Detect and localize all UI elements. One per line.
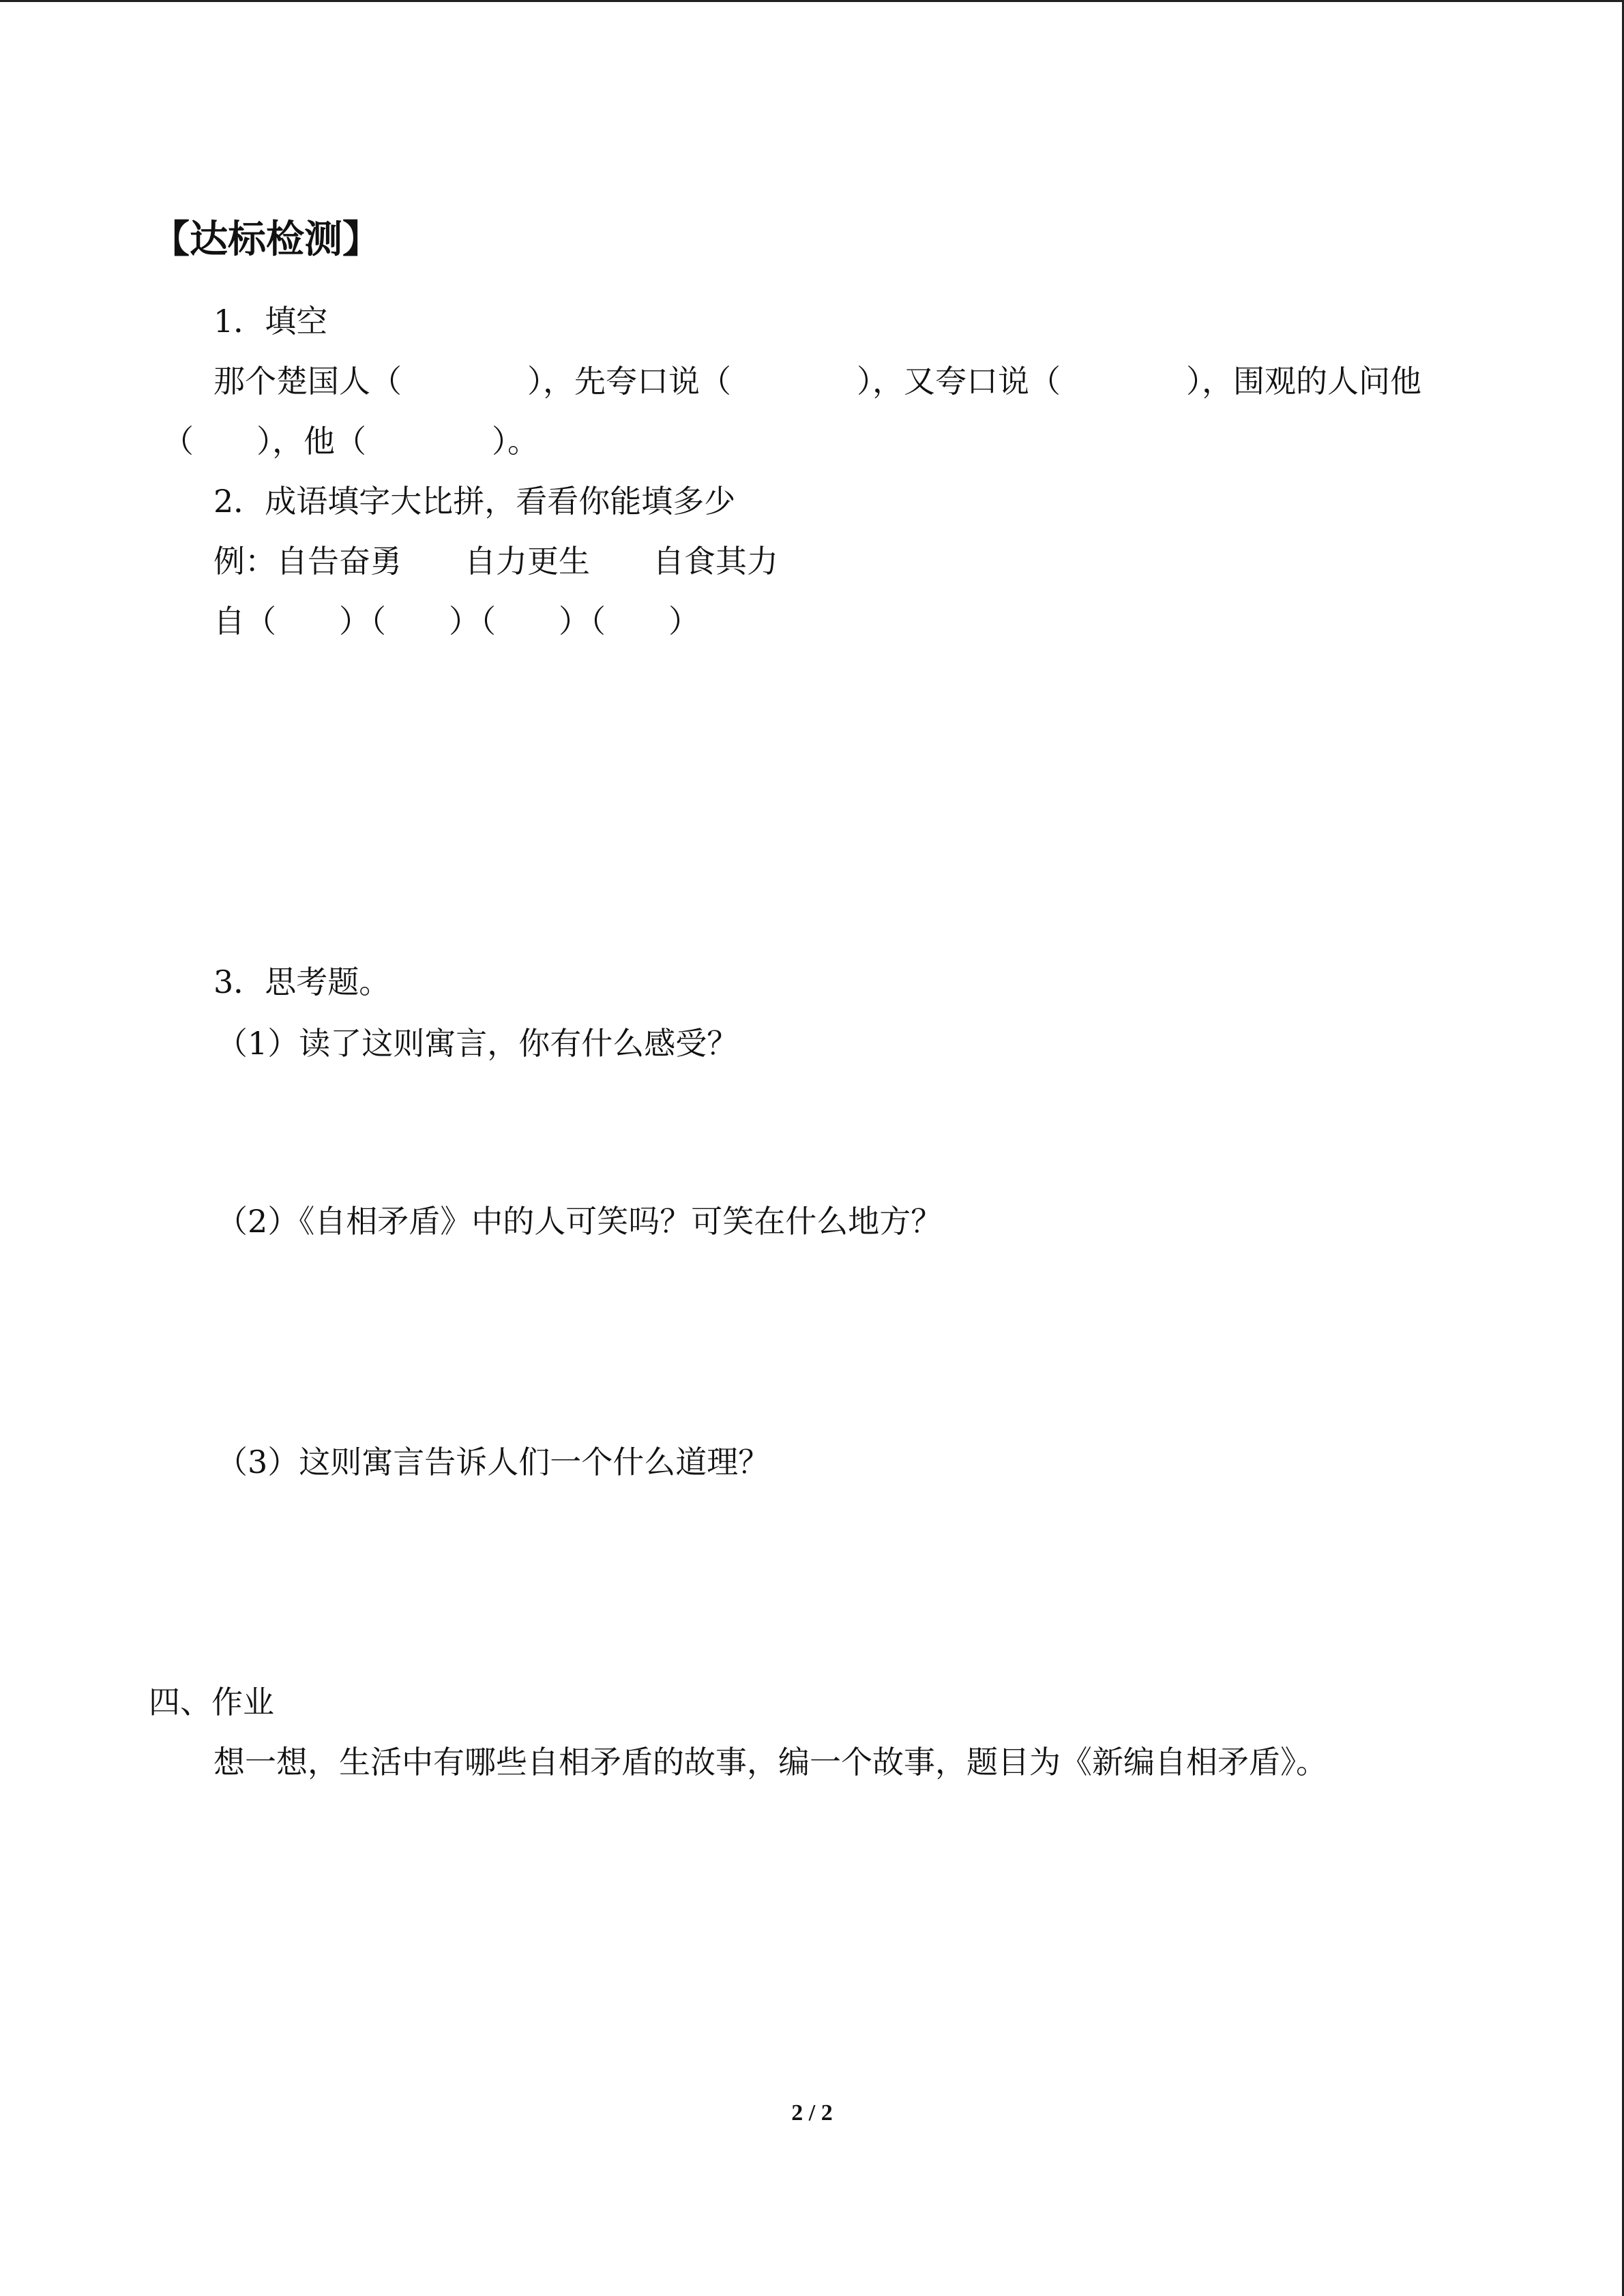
question-3-sub-1: （1）读了这则寓言，你有什么感受？: [216, 1025, 739, 1062]
question-2-title: 2．成语填字大比拼，看看你能填多少: [213, 483, 736, 520]
question-3-sub-3: （3）这则寓言告诉人们一个什么道理？: [216, 1444, 770, 1480]
question-1-line-2: （ ），他（ ）。: [162, 423, 539, 460]
page-border-top: [0, 0, 1624, 2]
question-1-title: 1．填空: [213, 303, 328, 340]
question-2-example: 例：自告奋勇 自力更生 自食其力: [213, 543, 778, 580]
question-3-sub-2: （2）《自相矛盾》中的人可笑吗？可笑在什么地方？: [216, 1203, 943, 1240]
section-heading: 【达标检测】: [151, 217, 381, 262]
question-2-blanks: 自（ ）（ ）（ ）（ ）: [213, 603, 700, 640]
question-1-line-1: 那个楚国人（ ），先夸口说（ ），又夸口说（ ），围观的人问他: [213, 363, 1421, 400]
question-3-title: 3．思考题。: [213, 964, 391, 1000]
homework-title: 四、作业: [149, 1684, 274, 1720]
homework-text: 想一想，生活中有哪些自相矛盾的故事，编一个故事，题目为《新编自相矛盾》。: [213, 1744, 1327, 1780]
page-number: 2 / 2: [791, 2100, 833, 2126]
